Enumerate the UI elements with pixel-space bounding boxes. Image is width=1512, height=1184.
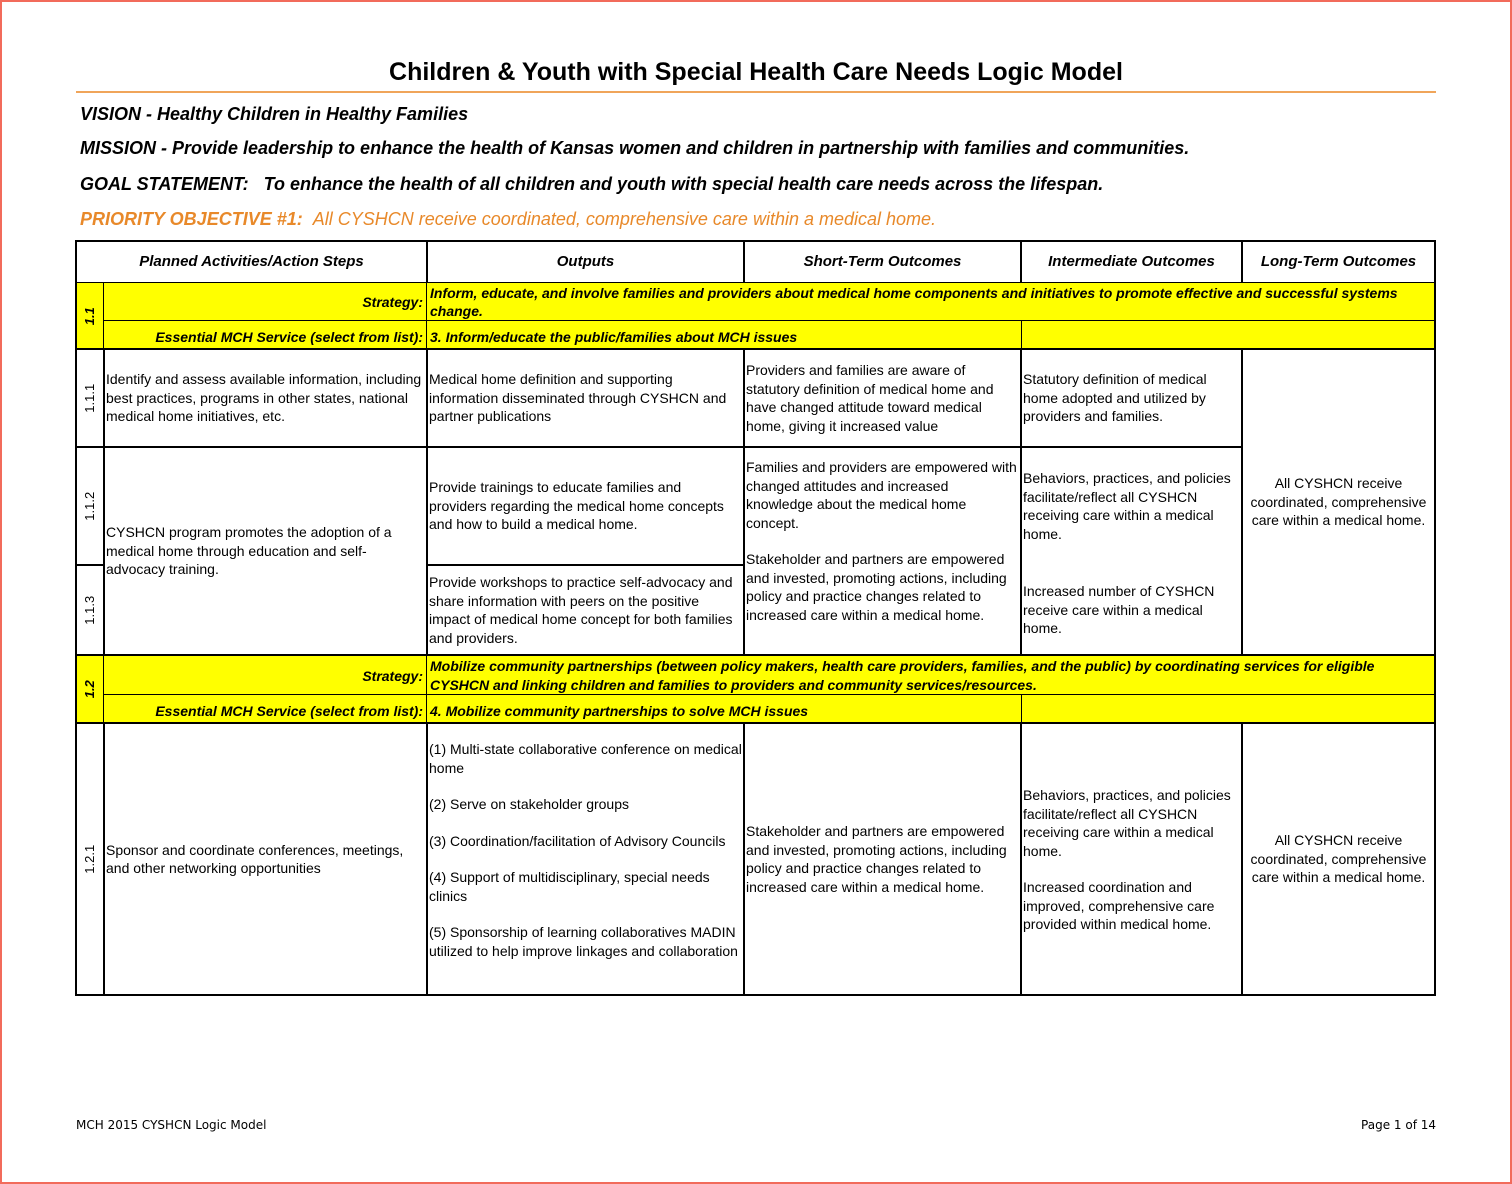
long-term-cell: All CYSHCN receive coordinated, comprehensive care within a medical home. [1241, 722, 1436, 996]
vision-statement: VISION - Healthy Children in Healthy Families [80, 104, 469, 124]
section-number: 1.1 [75, 282, 105, 350]
service-text: 4. Mobilize community partnerships to solve MCH issues [426, 694, 1023, 724]
footer-left: MCH 2015 CYSHCN Logic Model [76, 1118, 267, 1132]
output-item: (1) Multi-state collaborative conference on medical home [429, 741, 742, 776]
strategy-label: Strategy: [103, 282, 428, 322]
activity-cell: CYSHCN program promotes the adoption of a medical home through education and self-advocacy training. [103, 446, 428, 656]
intermediate-cell: Statutory definition of medical home adopted and utilized by providers and families. [1020, 348, 1243, 448]
intermediate-text: Increased number of CYSHCN receive care within a medical home. [1023, 583, 1215, 636]
short-term-text: Families and providers are empowered with changed attitudes and increased knowledge about the medical home concept. [746, 459, 1017, 531]
short-term-cell [743, 446, 1022, 656]
intermediate-text: Behaviors, practices, and policies facilitate/reflect all CYSHCN receiving care within a medical home. [1023, 787, 1231, 859]
row-number: 1.1.2 [75, 446, 105, 566]
row-number: 1.1.1 [75, 348, 105, 448]
service-text: 3. Inform/educate the public/families about MCH issues [426, 320, 1023, 350]
row-number: 1.2.1 [75, 722, 105, 996]
row-number: 1.1.3 [75, 564, 105, 656]
output-item: (5) Sponsorship of learning collaboratives MADIN utilized to help improve linkages and collaboration [429, 924, 738, 959]
priority-text: All CYSHCN receive coordinated, comprehensive care within a medical home. [312, 209, 937, 229]
long-term-cell: All CYSHCN receive coordinated, comprehensive care within a medical home. [1241, 348, 1436, 656]
goal-statement [80, 174, 1103, 195]
service-label: Essential MCH Service (select from list): [103, 320, 428, 350]
strategy-label: Strategy: [103, 654, 428, 696]
output-list-cell [426, 722, 745, 996]
header-long-term: Long-Term Outcomes [1241, 240, 1436, 284]
footer-right: Page 1 of 14 [1361, 1118, 1436, 1132]
header-intermediate: Intermediate Outcomes [1020, 240, 1243, 284]
intermediate-cell [1020, 446, 1243, 656]
strategy-text: Mobilize community partnerships (between policy makers, health care providers, families, and the public) by coordinating services for eligible CYSHCN and linking children and families to providers and community services/resources. [426, 654, 1436, 696]
output-item: (3) Coordination/facilitation of Advisory Councils [429, 832, 726, 849]
header-activities: Planned Activities/Action Steps [75, 240, 428, 284]
service-label: Essential MCH Service (select from list): [103, 694, 428, 724]
activity-cell: Sponsor and coordinate conferences, meetings, and other networking opportunities [103, 722, 428, 996]
output-item: (4) Support of multidisciplinary, special needs clinics [429, 869, 710, 904]
output-cell: Provide trainings to educate families and providers regarding the medical home concepts and how to build a medical home. [426, 446, 745, 566]
short-term-cell: Stakeholder and partners are empowered and invested, promoting actions, including policy and practice changes related to increased care within a medical home. [743, 722, 1022, 996]
mission-statement: MISSION - Provide leadership to enhance the health of Kansas women and children in partnership with families and communities. [80, 138, 1190, 158]
intermediate-cell [1020, 722, 1243, 996]
priority-label: PRIORITY OBJECTIVE #1: [80, 209, 303, 229]
priority-objective [80, 209, 936, 230]
logic-model-table [75, 240, 1436, 996]
header-short-term: Short-Term Outcomes [743, 240, 1022, 284]
output-item: (2) Serve on stakeholder groups [429, 796, 629, 812]
strategy-text: Inform, educate, and involve families and providers about medical home components and initiatives to promote effective and successful systems change. [426, 282, 1436, 322]
goal-label: GOAL STATEMENT: [80, 174, 249, 194]
goal-text: To enhance the health of all children and youth with special health care needs across the lifespan. [263, 174, 1104, 194]
title-divider [76, 91, 1436, 93]
header-outputs: Outputs [426, 240, 745, 284]
activity-cell: Identify and assess available information, including best practices, programs in other states, national medical home initiatives, etc. [103, 348, 428, 448]
section-number: 1.2 [75, 654, 105, 724]
page-title: Children & Youth with Special Health Care Needs Logic Model [389, 58, 1123, 86]
output-cell: Medical home definition and supporting information disseminated through CYSHCN and partner publications [426, 348, 745, 448]
service-blank [1021, 320, 1436, 350]
output-cell: Provide workshops to practice self-advocacy and share information with peers on the positive impact of medical home concept for both families and providers. [426, 564, 745, 656]
short-term-cell: Providers and families are aware of statutory definition of medical home and have changed attitude toward medical home, giving it increased value [743, 348, 1022, 448]
intermediate-text: Increased coordination and improved, comprehensive care provided within medical home. [1023, 879, 1215, 932]
service-blank [1021, 694, 1436, 724]
intermediate-text: Behaviors, practices, and policies facilitate/reflect all CYSHCN receiving care within a medical home. [1023, 470, 1231, 542]
short-term-text: Stakeholder and partners are empowered and invested, promoting actions, including policy and practice changes related to increased care within a medical home. [746, 551, 1007, 623]
